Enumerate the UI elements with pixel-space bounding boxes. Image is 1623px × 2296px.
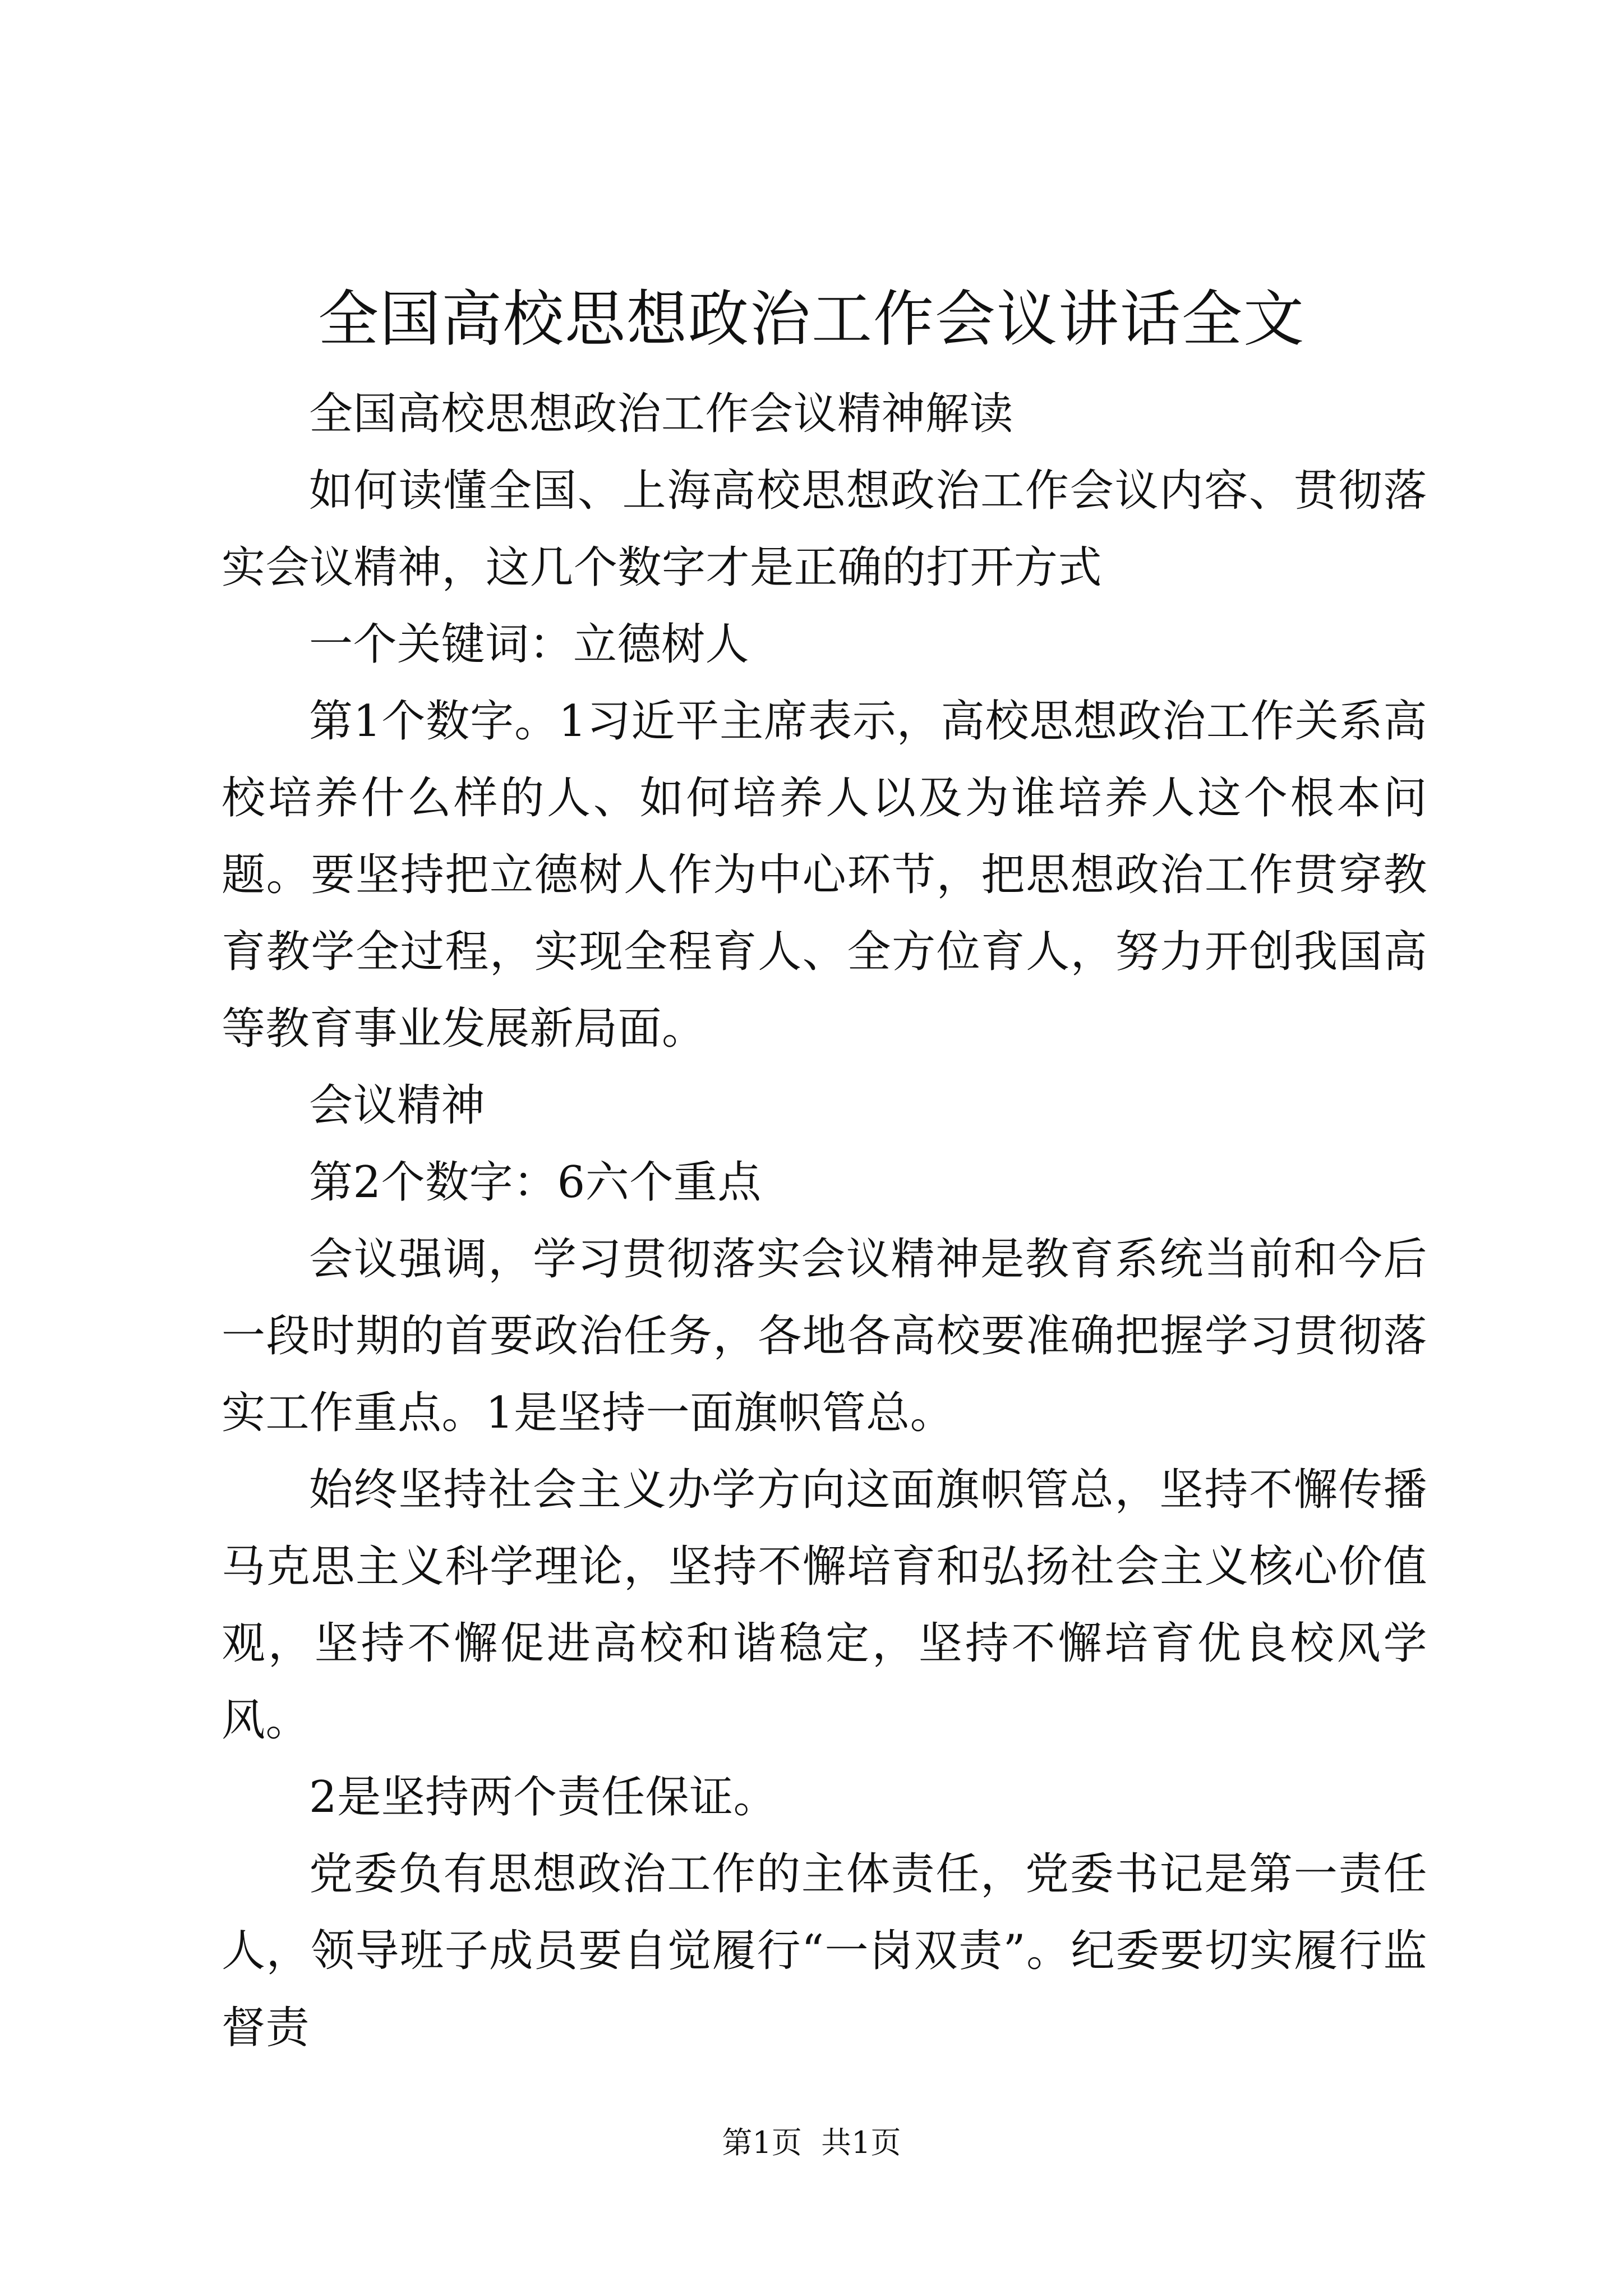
paragraph: 如何读懂全国、上海高校思想政治工作会议内容、贯彻落实会议精神，这几个数字才是正确的打开方式 <box>222 466 1427 593</box>
document-title: 全国高校思想政治工作会议讲话全文 <box>317 284 1305 355</box>
paragraph: 全国高校思想政治工作会议精神解读 <box>309 389 1014 439</box>
paragraph: 一个关键词：立德树人 <box>309 619 750 670</box>
document-body <box>222 376 1427 2067</box>
page-footer <box>0 2120 1623 2165</box>
paragraph: 党委负有思想政治工作的主体责任，党委书记是第一责任人，领导班子成员要自觉履行“一岗双责”。纪委要切实履行监督责 <box>222 1849 1427 2053</box>
paragraph: 会议强调，学习贯彻落实会议精神是教育系统当前和今后一段时期的首要政治任务，各地各高校要准确把握学习贯彻落实工作重点。1是坚持一面旗帜管总。 <box>222 1234 1427 1438</box>
paragraph: 第1个数字。1习近平主席表示，高校思想政治工作关系高校培养什么样的人、如何培养人以及为谁培养人这个根本问题。要坚持把立德树人作为中心环节，把思想政治工作贯穿教育教学全过程，实现全程育人、全方位育人，努力开创我国高等教育事业发展新局面。 <box>222 696 1427 1054</box>
paragraph: 会议精神 <box>309 1080 486 1131</box>
paragraph: 2是坚持两个责任保证。 <box>309 1772 778 1823</box>
paragraph: 第2个数字：6六个重点 <box>309 1157 762 1208</box>
page-number: 第1页 共1页 <box>722 2125 901 2160</box>
paragraph: 始终坚持社会主义办学方向这面旗帜管总，坚持不懈传播马克思主义科学理论，坚持不懈培育和弘扬社会主义核心价值观，坚持不懈促进高校和谐稳定，坚持不懈培育优良校风学风。 <box>222 1465 1427 1746</box>
